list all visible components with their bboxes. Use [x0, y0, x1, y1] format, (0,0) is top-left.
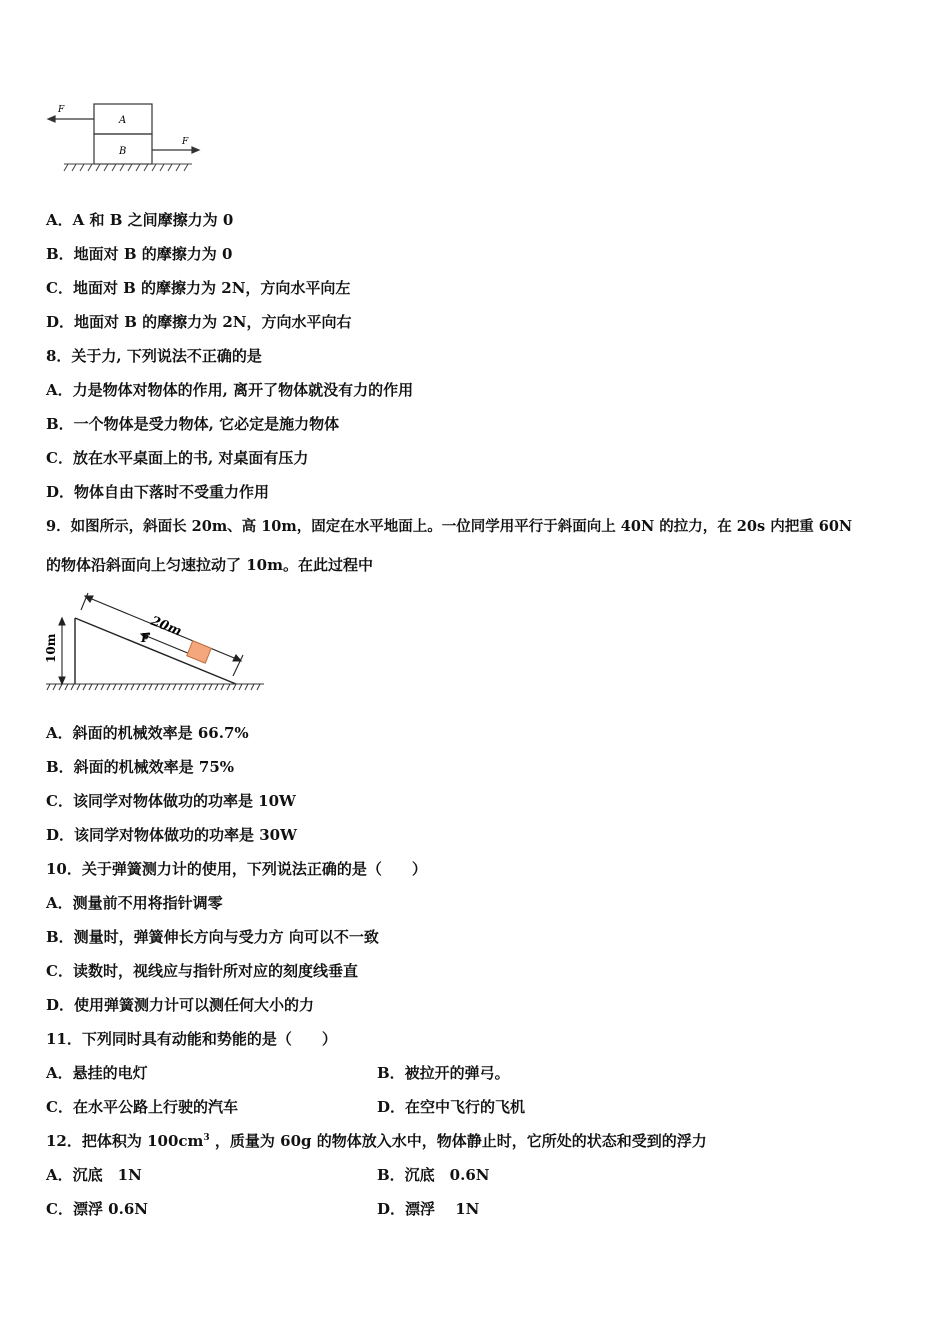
q8-option-c: C．放在水平桌面上的书, 对桌面有压力 — [46, 449, 309, 467]
q9-stem-line2: 的物体沿斜面向上匀速拉动了 10m。在此过程中 — [46, 556, 373, 574]
figure-blocks-ab — [42, 98, 212, 178]
q9-option-c: C．该同学对物体做功的功率是 10W — [46, 792, 296, 810]
force-label-left: F — [58, 105, 65, 115]
length-label: 20m — [148, 613, 184, 640]
force-label-right: F — [182, 137, 189, 147]
q9-option-d: D．该同学对物体做功的功率是 30W — [46, 826, 297, 844]
q10-option-b: B．测量时，弹簧伸长方向与受力方 向可以不一致 — [46, 928, 379, 946]
ground-line — [46, 684, 264, 690]
q11-stem: 11．下列同时具有动能和势能的是（ ） — [46, 1030, 337, 1048]
q7-option-b: B．地面对 B 的摩擦力为 0 — [46, 245, 233, 263]
q9-stem-line1: 9．如图所示，斜面长 20m、高 10m，固定在水平地面上。一位同学用平行于斜面向上 40N 的拉力，在 20s 内把重 60N — [46, 518, 853, 535]
q10-stem: 10．关于弹簧测力计的使用，下列说法正确的是（ ） — [46, 860, 427, 878]
figure-incline — [40, 588, 272, 700]
height-label: 10m — [44, 633, 58, 663]
q9-option-b: B．斜面的机械效率是 75% — [46, 758, 235, 776]
q12-stem-superscript: 3 — [203, 1133, 210, 1143]
q8-stem: 8．关于力, 下列说法不正确的是 — [46, 347, 262, 365]
q12-stem-part2: ，质量为 60g 的物体放入水中，物体静止时，它所处的状态和受到的浮力 — [209, 1132, 707, 1150]
q7-option-d: D．地面对 B 的摩擦力为 2N，方向水平向右 — [46, 313, 352, 331]
q12-option-c: C．漂浮 0.6N — [46, 1200, 148, 1218]
q10-option-d: D．使用弹簧测力计可以测任何大小的力 — [46, 996, 315, 1014]
block-a-label: A — [119, 115, 127, 126]
force-arrow-left — [48, 116, 94, 122]
q12-option-a: A．沉底 1N — [46, 1166, 142, 1184]
height-dimension-arrow — [59, 618, 65, 684]
q11-option-c: C．在水平公路上行驶的汽车 — [46, 1098, 238, 1116]
force-label: F — [141, 631, 150, 645]
q8-option-b: B．一个物体是受力物体, 它必定是施力物体 — [46, 415, 340, 433]
q12-option-b: B．沉底 0.6N — [377, 1166, 490, 1184]
q12-option-d: D．漂浮 1N — [377, 1200, 480, 1218]
q8-option-d: D．物体自由下落时不受重力作用 — [46, 483, 270, 501]
q11-option-d: D．在空中飞行的飞机 — [377, 1098, 526, 1116]
q8-option-a: A．力是物体对物体的作用, 离开了物体就没有力的作用 — [46, 381, 414, 399]
q11-option-a: A．悬挂的电灯 — [46, 1064, 148, 1082]
q12-stem-part1: 12．把体积为 100cm — [46, 1132, 204, 1150]
block-b-label: B — [119, 146, 127, 157]
length-dimension-arrow — [81, 593, 243, 676]
q7-option-c: C．地面对 B 的摩擦力为 2N，方向水平向左 — [46, 279, 351, 297]
q10-option-c: C．读数时，视线应与指针所对应的刻度线垂直 — [46, 962, 358, 980]
ground-line — [64, 164, 192, 171]
force-arrow-right — [152, 147, 199, 153]
q12-stem — [46, 1131, 707, 1151]
block — [187, 641, 212, 663]
q10-option-a: A．测量前不用将指针调零 — [46, 894, 223, 912]
q7-option-a: A．A 和 B 之间摩擦力为 0 — [46, 211, 234, 229]
q9-option-a: A．斜面的机械效率是 66.7% — [46, 724, 249, 742]
q11-option-b: B．被拉开的弹弓。 — [377, 1064, 510, 1082]
